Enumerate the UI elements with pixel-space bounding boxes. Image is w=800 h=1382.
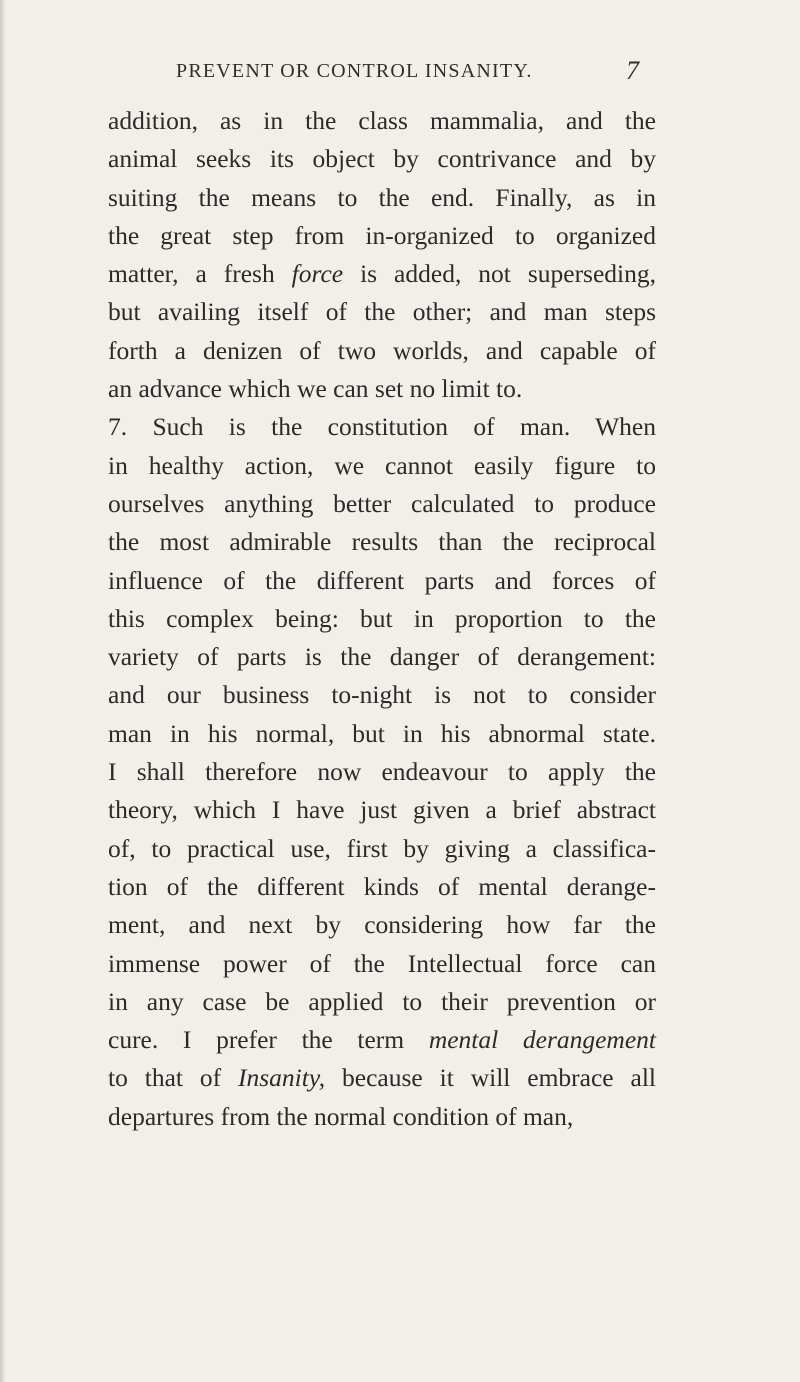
text-line: the great step from in-organized to organized — [108, 220, 656, 250]
text-line: immense power of the Intellectual force can — [108, 948, 656, 978]
text-line: in any case be applied to their prevention or — [108, 986, 656, 1016]
text-line: I shall therefore now endeavour to apply the — [108, 757, 656, 787]
text-line: forth a denizen of two worlds, and capable of — [108, 335, 656, 365]
text-line: ment, and next by considering how far the — [108, 910, 656, 940]
text-line: but availing itself of the other; and man steps — [108, 297, 656, 327]
text-line: an advance which we can set no limit to. — [108, 374, 523, 404]
text-line — [108, 1059, 656, 1097]
text-segment: to that of — [108, 1063, 222, 1093]
text-segment: is added, not superseding, — [360, 259, 657, 289]
text-line: the most admirable results than the reciprocal — [108, 527, 656, 557]
text-segment: because it will embrace all — [342, 1063, 657, 1093]
text-line — [108, 255, 656, 293]
italic-term: mental derangement — [428, 1025, 657, 1055]
text-line: animal seeks its object by contrivance and by — [108, 144, 656, 174]
text-line: tion of the different kinds of mental derange- — [108, 871, 656, 901]
text-line: in healthy action, we cannot easily figure to — [108, 450, 656, 480]
italic-term: force — [291, 259, 344, 289]
text-segment: cure. I prefer the term — [108, 1025, 405, 1055]
text-line: theory, which I have just given a brief abstract — [108, 795, 656, 825]
text-line: departures from the normal condition of man, — [108, 1101, 574, 1131]
text-line: and our business to-night is not to consider — [108, 680, 656, 710]
running-head: PREVENT OR CONTROL INSANITY. — [176, 60, 533, 82]
text-line: variety of parts is the danger of derangement: — [108, 642, 656, 672]
text-line — [108, 1021, 656, 1059]
text-line: addition, as in the class mammalia, and the — [108, 106, 656, 135]
page-header — [0, 56, 800, 90]
text-line: ourselves anything better calculated to produce — [108, 488, 656, 518]
text-line: suiting the means to the end. Finally, as in — [108, 182, 656, 212]
text-line: of, to practical use, first by giving a classifica- — [108, 833, 656, 863]
text-line: man in his normal, but in his abnormal state. — [108, 718, 656, 748]
text-line: 7. Such is the constitution of man. When — [108, 412, 656, 442]
page-binding-edge — [0, 0, 6, 1382]
body-text — [108, 102, 656, 1136]
page-number: 7 — [626, 56, 639, 85]
text-line: influence of the different parts and forces of — [108, 565, 656, 595]
text-segment: matter, a fresh — [108, 259, 275, 289]
text-line: this complex being: but in proportion to the — [108, 603, 656, 633]
italic-term: Insanity, — [238, 1063, 326, 1093]
